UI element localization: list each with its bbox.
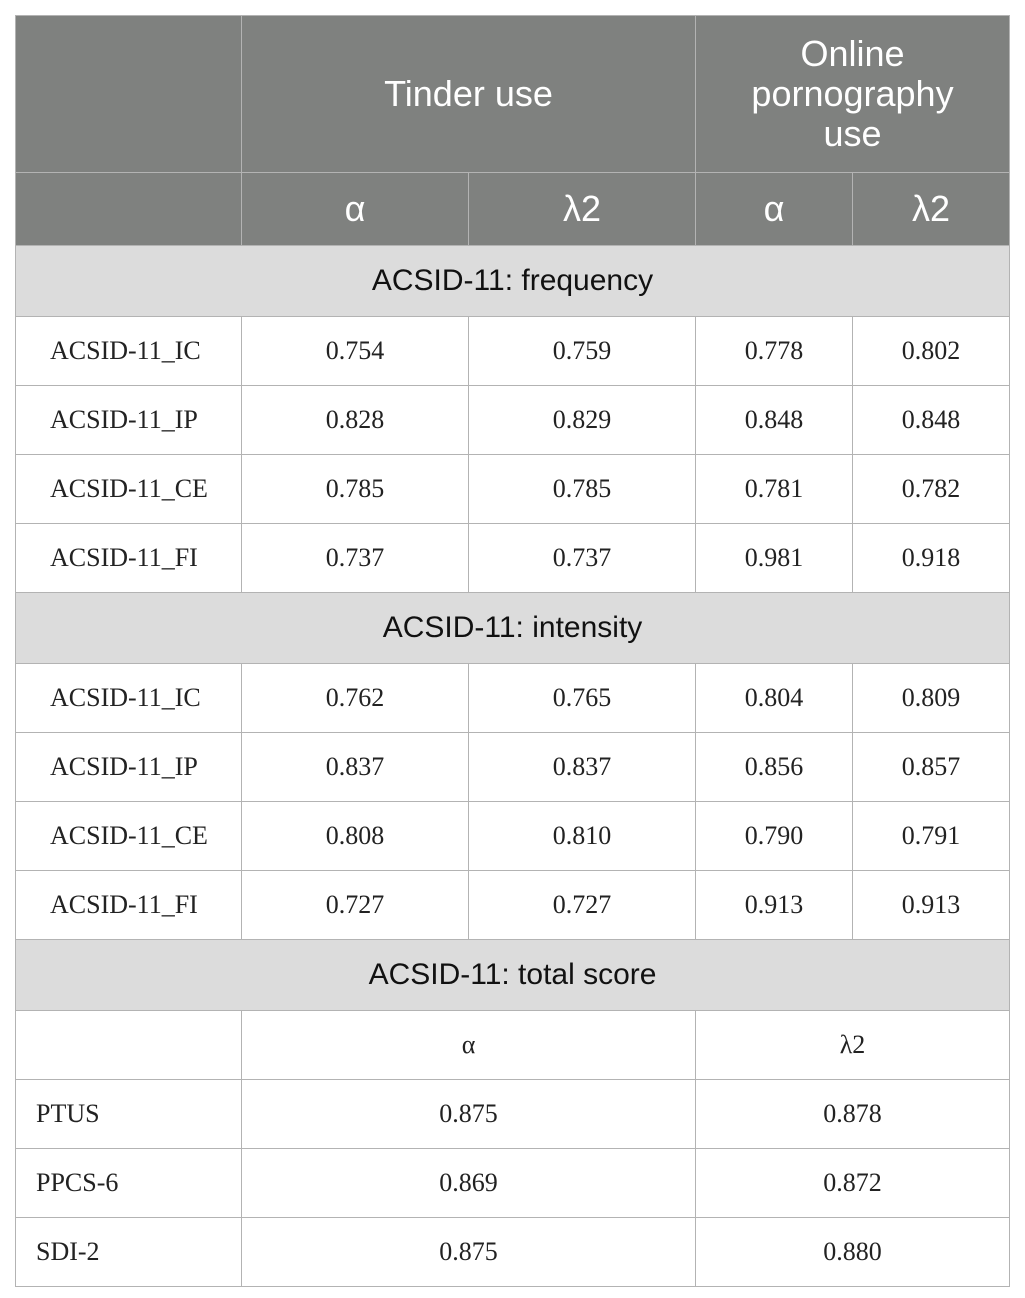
total-header-lambda2: λ2 bbox=[696, 1011, 1010, 1080]
total-header-alpha: α bbox=[242, 1011, 696, 1080]
section-title: ACSID-11: intensity bbox=[16, 593, 1010, 664]
cell-tinder-lambda2: 0.727 bbox=[469, 871, 696, 940]
cell-porn-alpha: 0.804 bbox=[696, 664, 853, 733]
cell-total-alpha: 0.869 bbox=[242, 1149, 696, 1218]
section-frequency bbox=[16, 246, 1010, 317]
row-label: ACSID-11_IP bbox=[16, 386, 242, 455]
cell-porn-alpha: 0.848 bbox=[696, 386, 853, 455]
table-row bbox=[16, 1218, 1010, 1287]
row-label: PPCS-6 bbox=[16, 1149, 242, 1218]
header-tinder-lambda2: λ2 bbox=[469, 173, 696, 246]
cell-tinder-alpha: 0.828 bbox=[242, 386, 469, 455]
cell-porn-alpha: 0.856 bbox=[696, 733, 853, 802]
row-label: PTUS bbox=[16, 1080, 242, 1149]
header-corner-2 bbox=[16, 173, 242, 246]
cell-total-lambda2: 0.878 bbox=[696, 1080, 1010, 1149]
section-title: ACSID-11: frequency bbox=[16, 246, 1010, 317]
total-subheader-corner bbox=[16, 1011, 242, 1080]
cell-porn-alpha: 0.981 bbox=[696, 524, 853, 593]
header-tinder-use: Tinder use bbox=[242, 16, 696, 173]
table-row bbox=[16, 733, 1010, 802]
cell-tinder-lambda2: 0.837 bbox=[469, 733, 696, 802]
cell-tinder-alpha: 0.737 bbox=[242, 524, 469, 593]
row-label: ACSID-11_IC bbox=[16, 317, 242, 386]
row-label: ACSID-11_CE bbox=[16, 455, 242, 524]
row-label: SDI-2 bbox=[16, 1218, 242, 1287]
header-row-groups bbox=[16, 16, 1010, 173]
header-online-pornography-use: Online pornography use bbox=[696, 16, 1010, 173]
table-row bbox=[16, 524, 1010, 593]
cell-porn-lambda2: 0.857 bbox=[853, 733, 1010, 802]
cell-tinder-alpha: 0.808 bbox=[242, 802, 469, 871]
cell-tinder-alpha: 0.837 bbox=[242, 733, 469, 802]
row-label: ACSID-11_IC bbox=[16, 664, 242, 733]
row-label: ACSID-11_FI bbox=[16, 524, 242, 593]
cell-porn-lambda2: 0.913 bbox=[853, 871, 1010, 940]
cell-total-alpha: 0.875 bbox=[242, 1080, 696, 1149]
cell-tinder-lambda2: 0.810 bbox=[469, 802, 696, 871]
header-porn-lambda2: λ2 bbox=[853, 173, 1010, 246]
header-porn-alpha: α bbox=[696, 173, 853, 246]
cell-tinder-lambda2: 0.759 bbox=[469, 317, 696, 386]
cell-tinder-lambda2: 0.829 bbox=[469, 386, 696, 455]
cell-porn-alpha: 0.781 bbox=[696, 455, 853, 524]
section-total-score bbox=[16, 940, 1010, 1011]
row-label: ACSID-11_IP bbox=[16, 733, 242, 802]
cell-porn-alpha: 0.913 bbox=[696, 871, 853, 940]
cell-porn-alpha: 0.778 bbox=[696, 317, 853, 386]
cell-tinder-lambda2: 0.737 bbox=[469, 524, 696, 593]
cell-porn-lambda2: 0.918 bbox=[853, 524, 1010, 593]
cell-porn-alpha: 0.790 bbox=[696, 802, 853, 871]
cell-total-alpha: 0.875 bbox=[242, 1218, 696, 1287]
cell-tinder-alpha: 0.785 bbox=[242, 455, 469, 524]
section-title: ACSID-11: total score bbox=[16, 940, 1010, 1011]
header-corner bbox=[16, 16, 242, 173]
cell-porn-lambda2: 0.848 bbox=[853, 386, 1010, 455]
section-intensity bbox=[16, 593, 1010, 664]
row-label: ACSID-11_FI bbox=[16, 871, 242, 940]
cell-tinder-lambda2: 0.785 bbox=[469, 455, 696, 524]
cell-total-lambda2: 0.872 bbox=[696, 1149, 1010, 1218]
cell-porn-lambda2: 0.782 bbox=[853, 455, 1010, 524]
table-row bbox=[16, 1149, 1010, 1218]
cell-tinder-alpha: 0.754 bbox=[242, 317, 469, 386]
cell-total-lambda2: 0.880 bbox=[696, 1218, 1010, 1287]
header-tinder-alpha: α bbox=[242, 173, 469, 246]
table-row bbox=[16, 386, 1010, 455]
table-row bbox=[16, 802, 1010, 871]
row-label: ACSID-11_CE bbox=[16, 802, 242, 871]
cell-porn-lambda2: 0.791 bbox=[853, 802, 1010, 871]
table-row bbox=[16, 1080, 1010, 1149]
cell-tinder-alpha: 0.762 bbox=[242, 664, 469, 733]
cell-porn-lambda2: 0.809 bbox=[853, 664, 1010, 733]
cell-porn-lambda2: 0.802 bbox=[853, 317, 1010, 386]
cell-tinder-alpha: 0.727 bbox=[242, 871, 469, 940]
table-row bbox=[16, 317, 1010, 386]
cell-tinder-lambda2: 0.765 bbox=[469, 664, 696, 733]
header-row-metrics bbox=[16, 173, 1010, 246]
table-row bbox=[16, 455, 1010, 524]
table-row bbox=[16, 871, 1010, 940]
reliability-table bbox=[15, 15, 1010, 1287]
total-subheader-row bbox=[16, 1011, 1010, 1080]
table-row bbox=[16, 664, 1010, 733]
